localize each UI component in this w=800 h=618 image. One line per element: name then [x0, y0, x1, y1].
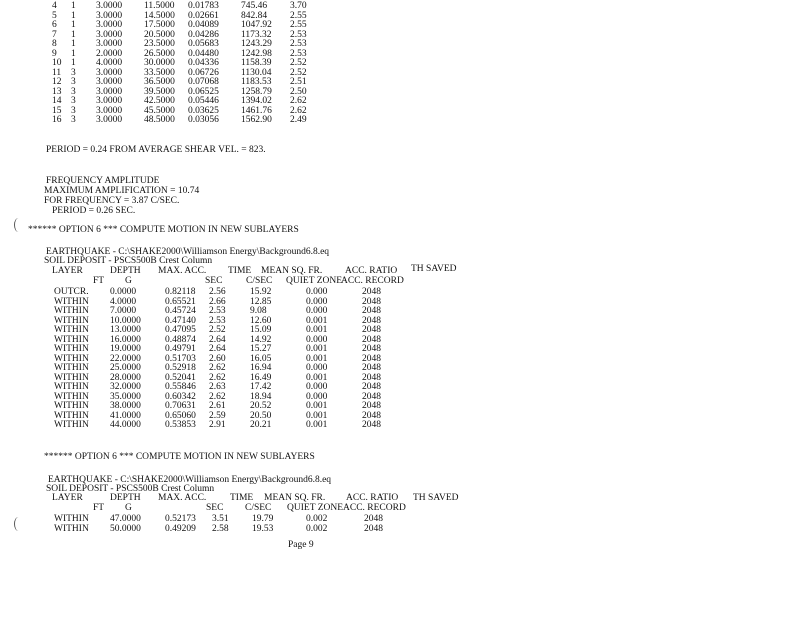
cell-mean-sq-fr: 12.85 — [250, 296, 272, 307]
cell-layer: WITHIN — [54, 363, 89, 373]
cell-layer: WITHIN — [54, 344, 89, 354]
cell-ratio: 2.55 — [290, 10, 307, 21]
cell-max-acc: 0.60342 — [165, 391, 196, 402]
cell-acc-record: 2048 — [362, 306, 381, 316]
cell-mean-sq-fr: 20.21 — [250, 420, 272, 430]
cell-mean-sq-fr: 19.79 — [252, 514, 274, 524]
cell-ratio: 2.49 — [290, 115, 307, 125]
cell-depth: 32.0000 — [110, 382, 141, 392]
cell-layer-number: 15 — [52, 105, 62, 116]
header-depth: DEPTH — [110, 493, 141, 503]
cell-quiet-zone: 0.001 — [306, 353, 328, 364]
cell-layer-number: 14 — [52, 96, 62, 106]
cell-ratio: 2.55 — [290, 20, 307, 30]
cell-quiet-zone: 0.001 — [306, 325, 328, 335]
cell-depth: 45.5000 — [144, 105, 175, 116]
cell-acc-record: 2048 — [362, 315, 381, 326]
cell-time: 2.53 — [209, 315, 226, 326]
cell-soil-type: 1 — [71, 1, 76, 11]
cell-depth: 16.0000 — [110, 334, 141, 345]
cell-depth: 25.0000 — [110, 363, 141, 373]
header-sec: SEC — [206, 503, 224, 513]
cell-mean-sq-fr: 9.08 — [250, 306, 267, 316]
cell-ratio: 2.50 — [290, 86, 307, 97]
cell-soil-type: 1 — [71, 48, 76, 59]
hole-punch-mark — [14, 218, 23, 232]
cell-layer-number: 7 — [52, 29, 57, 40]
cell-thickness: 3.0000 — [96, 96, 123, 106]
cell-acc-record: 2048 — [362, 401, 381, 411]
cell-acc-record: 2048 — [362, 382, 381, 392]
cell-max-acc: 0.47140 — [165, 315, 196, 326]
cell-acc-record: 2048 — [362, 325, 381, 335]
header-time: TIME — [228, 266, 252, 276]
cell-thickness: 3.0000 — [96, 29, 123, 40]
cell-quiet-zone: 0.000 — [306, 363, 328, 373]
cell-soil-type: 1 — [71, 29, 76, 40]
cell-depth: 7.0000 — [110, 306, 137, 316]
header-g: G — [125, 503, 132, 513]
cell-time: 2.62 — [209, 391, 226, 402]
cell-layer: WITHIN — [54, 382, 89, 392]
cell-shear-velocity: 1394.02 — [241, 96, 272, 106]
cell-time: 2.91 — [209, 420, 226, 430]
cell-strain: 0.06525 — [188, 86, 219, 97]
earthquake-file-1: EARTHQUAKE - C:\SHAKE2000\Williamson Energy\Background6.8.eq — [46, 247, 330, 257]
cell-time: 2.66 — [209, 296, 226, 307]
cell-layer-number: 11 — [52, 67, 62, 78]
cell-max-acc: 0.65060 — [165, 410, 196, 421]
cell-layer: WITHIN — [54, 296, 89, 307]
cell-thickness: 3.0000 — [96, 39, 123, 49]
cell-strain: 0.05683 — [188, 39, 219, 49]
cell-max-acc: 0.65521 — [165, 296, 196, 307]
cell-acc-record: 2048 — [362, 363, 381, 373]
period-result: PERIOD = 0.26 SEC. — [52, 206, 136, 216]
cell-soil-type: 3 — [71, 115, 76, 125]
header-csec: C/SEC — [246, 276, 273, 286]
soil-deposit-1: SOIL DEPOSIT - PSCS500B Crest Column — [44, 256, 213, 266]
cell-max-acc: 0.51703 — [165, 353, 196, 364]
cell-max-acc: 0.53853 — [165, 420, 196, 430]
cell-soil-type: 3 — [71, 105, 76, 116]
period-line: PERIOD = 0.24 FROM AVERAGE SHEAR VEL. = 823. — [46, 145, 266, 155]
cell-time: 3.51 — [212, 514, 229, 524]
cell-max-acc: 0.55846 — [165, 382, 196, 392]
cell-time: 2.64 — [209, 344, 226, 354]
header-acc-ratio: ACC. RATIO — [345, 266, 398, 276]
cell-depth: 33.5000 — [144, 67, 175, 78]
cell-layer-number: 6 — [52, 20, 57, 30]
cell-acc-record: 2048 — [362, 344, 381, 354]
cell-quiet-zone: 0.001 — [306, 344, 328, 354]
cell-layer: WITHIN — [54, 410, 89, 421]
header-layer: LAYER — [52, 493, 83, 503]
cell-shear-velocity: 1461.76 — [241, 105, 272, 116]
cell-time: 2.52 — [209, 325, 226, 335]
cell-layer: WITHIN — [54, 306, 89, 316]
cell-max-acc: 0.70631 — [165, 401, 196, 411]
cell-shear-velocity: 1047.92 — [241, 20, 272, 30]
cell-layer: WITHIN — [54, 514, 89, 524]
cell-quiet-zone: 0.000 — [306, 306, 328, 316]
cell-quiet-zone: 0.001 — [306, 420, 328, 430]
cell-mean-sq-fr: 18.94 — [250, 391, 272, 402]
cell-layer-number: 16 — [52, 115, 62, 125]
cell-max-acc: 0.52041 — [165, 372, 196, 383]
cell-soil-type: 3 — [71, 86, 76, 97]
cell-quiet-zone: 0.001 — [306, 410, 328, 421]
cell-mean-sq-fr: 17.42 — [250, 382, 272, 392]
earthquake-file-2: EARTHQUAKE - C:\SHAKE2000\Williamson Energy\Background6.8.eq — [48, 475, 332, 485]
cell-thickness: 3.0000 — [96, 115, 123, 125]
cell-depth: 39.5000 — [144, 86, 175, 97]
header-time: TIME — [230, 493, 254, 503]
cell-layer-number: 10 — [52, 58, 62, 68]
cell-ratio: 2.51 — [290, 77, 307, 87]
cell-mean-sq-fr: 16.94 — [250, 363, 272, 373]
cell-depth: 13.0000 — [110, 325, 141, 335]
cell-depth: 4.0000 — [110, 296, 137, 307]
header-ft: FT — [93, 503, 105, 513]
cell-thickness: 3.0000 — [96, 67, 123, 78]
cell-acc-record: 2048 — [362, 334, 381, 345]
cell-acc-record: 2048 — [364, 514, 383, 524]
cell-strain: 0.05446 — [188, 96, 219, 106]
table-row — [0, 116, 800, 126]
cell-layer-number: 4 — [52, 1, 57, 11]
cell-layer: WITHIN — [54, 315, 89, 326]
cell-quiet-zone: 0.002 — [306, 523, 328, 534]
cell-max-acc: 0.82118 — [165, 287, 196, 297]
cell-acc-record: 2048 — [362, 296, 381, 307]
cell-layer-number: 9 — [52, 48, 57, 59]
cell-layer-number: 8 — [52, 39, 57, 49]
cell-soil-type: 3 — [71, 67, 76, 78]
cell-mean-sq-fr: 15.27 — [250, 344, 272, 354]
cell-strain: 0.04286 — [188, 29, 219, 40]
cell-quiet-zone: 0.001 — [306, 315, 328, 326]
cell-thickness: 2.0000 — [96, 48, 123, 59]
cell-thickness: 3.0000 — [96, 20, 123, 30]
cell-depth: 20.5000 — [144, 29, 175, 40]
header-csec: C/SEC — [245, 503, 272, 513]
cell-depth: 26.5000 — [144, 48, 175, 59]
cell-soil-type: 1 — [71, 20, 76, 30]
cell-soil-type: 3 — [71, 96, 76, 106]
cell-time: 2.58 — [212, 523, 229, 534]
hole-punch-mark — [14, 517, 23, 531]
header-th-saved: TH SAVED — [413, 493, 459, 503]
cell-time: 2.63 — [209, 382, 226, 392]
cell-thickness: 3.0000 — [96, 77, 123, 87]
cell-shear-velocity: 1242.98 — [241, 48, 272, 59]
cell-soil-type: 1 — [71, 58, 76, 68]
cell-time: 2.64 — [209, 334, 226, 345]
cell-quiet-zone: 0.000 — [306, 287, 328, 297]
cell-quiet-zone: 0.001 — [306, 401, 328, 411]
cell-depth: 42.5000 — [144, 96, 175, 106]
cell-quiet-zone: 0.001 — [306, 372, 328, 383]
cell-acc-record: 2048 — [362, 420, 381, 430]
cell-acc-record: 2048 — [362, 391, 381, 402]
cell-depth: 36.5000 — [144, 77, 175, 87]
cell-max-acc: 0.52173 — [165, 514, 196, 524]
cell-layer: WITHIN — [54, 420, 89, 430]
header-max-acc: MAX. ACC. — [158, 266, 207, 276]
cell-depth: 35.0000 — [110, 391, 141, 402]
cell-layer-number: 5 — [52, 10, 57, 21]
cell-strain: 0.07068 — [188, 77, 219, 87]
cell-soil-type: 3 — [71, 77, 76, 87]
cell-thickness: 3.0000 — [96, 10, 123, 21]
cell-ratio: 2.53 — [290, 48, 307, 59]
cell-thickness: 3.0000 — [96, 1, 123, 11]
cell-mean-sq-fr: 12.60 — [250, 315, 272, 326]
header-quiet-zone: QUIET ZONE — [286, 276, 343, 286]
cell-thickness: 4.0000 — [96, 58, 123, 68]
cell-ratio: 2.52 — [290, 67, 307, 78]
cell-depth: 19.0000 — [110, 344, 141, 354]
cell-mean-sq-fr: 20.52 — [250, 401, 272, 411]
cell-acc-record: 2048 — [362, 353, 381, 364]
cell-depth: 28.0000 — [110, 372, 141, 383]
header-acc-record: ACC. RECORD — [343, 503, 406, 513]
header-depth: DEPTH — [110, 266, 141, 276]
cell-strain: 0.04480 — [188, 48, 219, 59]
cell-time: 2.62 — [209, 363, 226, 373]
cell-depth: 50.0000 — [110, 523, 141, 534]
cell-layer: WITHIN — [54, 401, 89, 411]
cell-time: 2.56 — [209, 287, 226, 297]
cell-mean-sq-fr: 16.49 — [250, 372, 272, 383]
cell-strain: 0.04089 — [188, 20, 219, 30]
cell-time: 2.60 — [209, 353, 226, 364]
cell-depth: 48.5000 — [144, 115, 175, 125]
cell-acc-record: 2048 — [362, 287, 381, 297]
cell-mean-sq-fr: 14.92 — [250, 334, 272, 345]
cell-depth: 17.5000 — [144, 20, 175, 30]
cell-acc-record: 2048 — [362, 372, 381, 383]
cell-depth: 14.5000 — [144, 10, 175, 21]
cell-ratio: 2.53 — [290, 39, 307, 49]
cell-depth: 23.5000 — [144, 39, 175, 49]
cell-layer: WITHIN — [54, 372, 89, 383]
header-mean-sq-fr: MEAN SQ. FR. — [261, 266, 323, 276]
header-acc-ratio: ACC. RATIO — [346, 493, 399, 503]
cell-shear-velocity: 1173.32 — [241, 29, 272, 40]
cell-layer: WITHIN — [54, 523, 89, 534]
cell-shear-velocity: 745.46 — [241, 1, 268, 11]
cell-max-acc: 0.49209 — [165, 523, 196, 534]
cell-quiet-zone: 0.000 — [306, 296, 328, 307]
cell-depth: 41.0000 — [110, 410, 141, 421]
cell-shear-velocity: 1258.79 — [241, 86, 272, 97]
maximum-amplification: MAXIMUM AMPLIFICATION = 10.74 — [44, 186, 200, 196]
cell-shear-velocity: 1243.29 — [241, 39, 272, 49]
cell-layer: WITHIN — [54, 325, 89, 335]
cell-strain: 0.01783 — [188, 1, 219, 11]
header-mean-sq-fr: MEAN SQ. FR. — [264, 493, 326, 503]
cell-strain: 0.04336 — [188, 58, 219, 68]
cell-layer: OUTCR. — [54, 287, 89, 297]
frequency-amplitude-header: FREQUENCY AMPLITUDE — [46, 176, 160, 186]
header-sec: SEC — [205, 276, 223, 286]
cell-mean-sq-fr: 19.53 — [252, 523, 274, 534]
cell-shear-velocity: 1183.53 — [241, 77, 272, 87]
cell-mean-sq-fr: 15.09 — [250, 325, 272, 335]
cell-max-acc: 0.52918 — [165, 363, 196, 373]
cell-mean-sq-fr: 20.50 — [250, 410, 272, 421]
option-heading-1: ****** OPTION 6 *** COMPUTE MOTION IN NEW SUBLAYERS — [28, 225, 299, 235]
header-quiet-zone: QUIET ZONE — [287, 503, 344, 513]
header-th-saved: TH SAVED — [411, 264, 457, 274]
page-number: Page 9 — [288, 540, 314, 550]
for-frequency: FOR FREQUENCY = 3.87 C/SEC. — [44, 196, 180, 206]
header-g: G — [125, 276, 132, 286]
cell-quiet-zone: 0.000 — [306, 334, 328, 345]
header-ft: FT — [93, 276, 105, 286]
cell-max-acc: 0.49791 — [165, 344, 196, 354]
cell-time: 2.59 — [209, 410, 226, 421]
cell-max-acc: 0.48874 — [165, 334, 196, 345]
cell-max-acc: 0.47095 — [165, 325, 196, 335]
cell-ratio: 2.62 — [290, 96, 307, 106]
header-acc-record: ACC. RECORD — [341, 276, 404, 286]
cell-layer-number: 12 — [52, 77, 62, 87]
cell-layer: WITHIN — [54, 334, 89, 345]
cell-soil-type: 1 — [71, 10, 76, 21]
cell-depth: 10.0000 — [110, 315, 141, 326]
cell-acc-record: 2048 — [362, 410, 381, 421]
cell-depth: 38.0000 — [110, 401, 141, 411]
cell-quiet-zone: 0.000 — [306, 382, 328, 392]
cell-mean-sq-fr: 15.92 — [250, 287, 272, 297]
table-row — [0, 421, 800, 431]
cell-depth: 11.5000 — [144, 1, 175, 11]
cell-layer: WITHIN — [54, 353, 89, 364]
cell-shear-velocity: 1562.90 — [241, 115, 272, 125]
header-max-acc: MAX. ACC. — [158, 493, 207, 503]
table-row — [0, 525, 800, 535]
cell-ratio: 2.52 — [290, 58, 307, 68]
cell-mean-sq-fr: 16.05 — [250, 353, 272, 364]
cell-thickness: 3.0000 — [96, 86, 123, 97]
cell-quiet-zone: 0.002 — [306, 514, 328, 524]
cell-depth: 22.0000 — [110, 353, 141, 364]
cell-thickness: 3.0000 — [96, 105, 123, 116]
cell-strain: 0.06726 — [188, 67, 219, 78]
cell-layer-number: 13 — [52, 86, 62, 97]
cell-shear-velocity: 1130.04 — [241, 67, 272, 78]
header-layer: LAYER — [52, 266, 83, 276]
option-heading-2: ****** OPTION 6 *** COMPUTE MOTION IN NEW SUBLAYERS — [44, 452, 315, 462]
cell-soil-type: 1 — [71, 39, 76, 49]
cell-strain: 0.03056 — [188, 115, 219, 125]
cell-acc-record: 2048 — [364, 523, 383, 534]
cell-depth: 47.0000 — [110, 514, 141, 524]
cell-ratio: 3.70 — [290, 1, 307, 11]
cell-time: 2.62 — [209, 372, 226, 383]
cell-depth: 0.0000 — [110, 287, 137, 297]
cell-time: 2.53 — [209, 306, 226, 316]
cell-shear-velocity: 842.84 — [241, 10, 268, 21]
cell-layer: WITHIN — [54, 391, 89, 402]
cell-max-acc: 0.45724 — [165, 306, 196, 316]
cell-ratio: 2.62 — [290, 105, 307, 116]
cell-strain: 0.03625 — [188, 105, 219, 116]
soil-deposit-2: SOIL DEPOSIT - PSCS500B Crest Column — [46, 484, 215, 494]
cell-shear-velocity: 1158.39 — [241, 58, 272, 68]
cell-strain: 0.02661 — [188, 10, 219, 21]
cell-depth: 44.0000 — [110, 420, 141, 430]
cell-depth: 30.0000 — [144, 58, 175, 68]
cell-ratio: 2.53 — [290, 29, 307, 40]
cell-quiet-zone: 0.000 — [306, 391, 328, 402]
cell-time: 2.61 — [209, 401, 226, 411]
